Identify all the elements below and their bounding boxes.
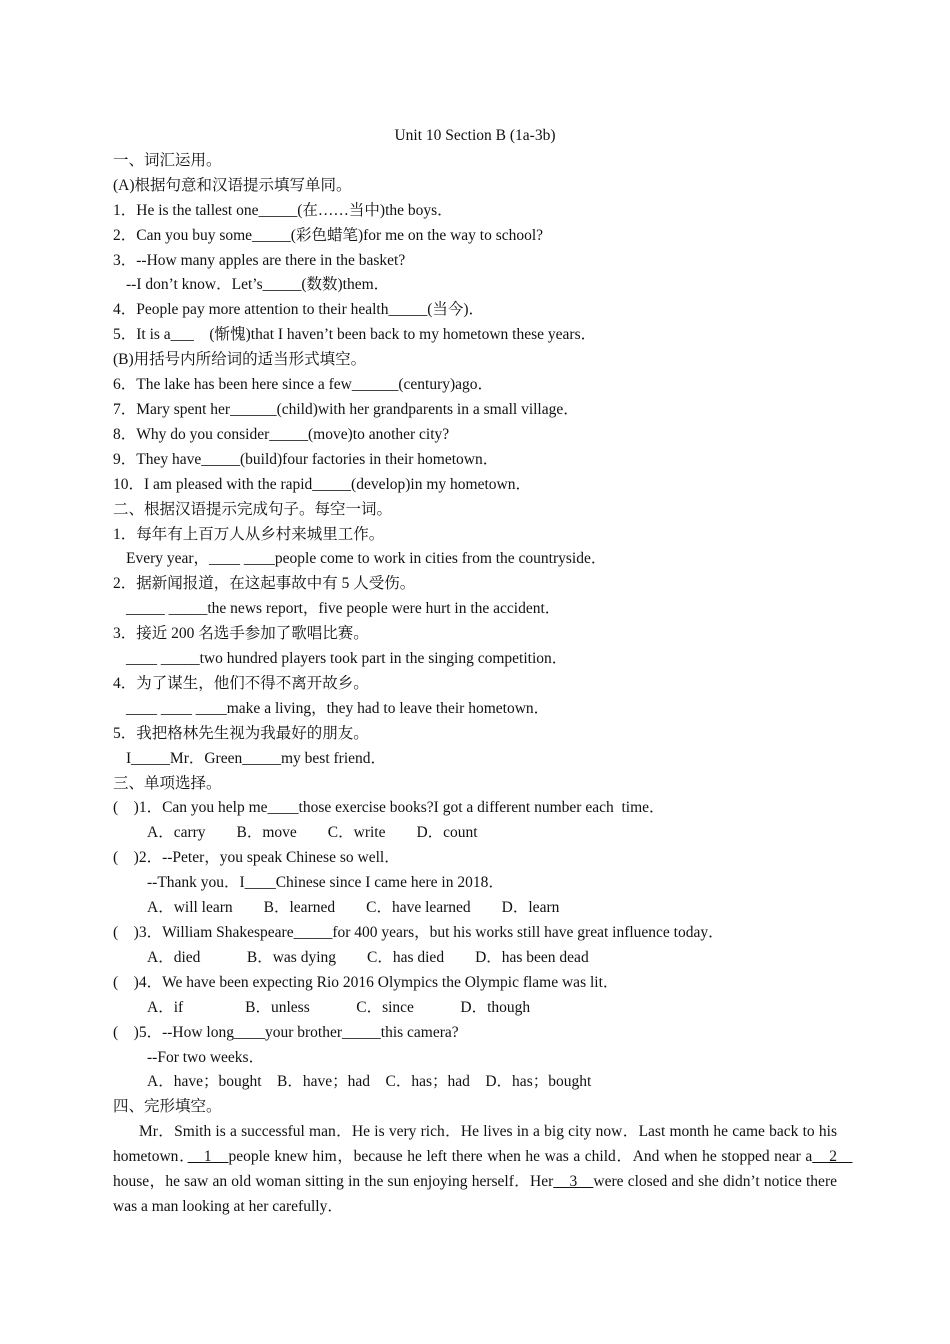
translation-item-3-cn: 3．接近 200 名选手参加了歌唱比赛。 — [113, 625, 369, 643]
mc-question-2: ( )2．--Peter，you speak Chinese so well． — [113, 849, 400, 867]
section-2-heading: 二、根据汉语提示完成句子。每空一词。 — [113, 500, 393, 518]
mc-question-1: ( )1．Can you help me____those exercise books?I got a different number each time． — [113, 799, 665, 817]
cloze-text-1: Mr．Smith is a successful man．He is very rich．He lives in a big city now．Last month he came back to his hometown． — [113, 1123, 837, 1166]
cloze-blank-3: 3 — [553, 1173, 594, 1191]
section-1-part-b: (B)用括号内所给词的适当形式填空。 — [113, 351, 367, 369]
vocab-item-1: 1．He is the tallest one_____(在……当中)the boys． — [113, 201, 453, 219]
vocab-item-4: 4．People pay more attention to their health_____(当今)． — [113, 301, 485, 319]
mc-options-4: A．if B．unless C．since D．though — [147, 998, 531, 1016]
mc-question-3: ( )3．William Shakespeare_____for 400 years，but his works still have great influence today． — [113, 924, 724, 941]
translation-item-4-en: ____ ____ ____make a living，they had to leave their hometown． — [126, 699, 550, 717]
vocab-item-3-reply: --I don’t know．Let’s_____(数数)them． — [126, 276, 390, 294]
mc-options-1: A．carry B．move C．write D．count — [147, 824, 478, 842]
section-4-heading: 四、完形填空。 — [113, 1098, 222, 1116]
vocab-item-6: 6．The lake has been here since a few______(century)ago． — [113, 376, 494, 394]
translation-item-1-cn: 1．每年有上百万人从乡村来城里工作。 — [113, 525, 385, 543]
page-title: Unit 10 Section B (1a-3b) — [394, 127, 556, 144]
translation-item-2-en: _____ _____the news report，five people were hurt in the accident． — [126, 600, 561, 618]
vocab-item-10: 10．I am pleased with the rapid_____(develop)in my hometown． — [113, 475, 531, 493]
cloze-blank-1: 1 — [187, 1148, 229, 1166]
translation-item-1-en: Every year，____ ____people come to work in cities from the countryside． — [126, 550, 607, 568]
vocab-item-9: 9．They have_____(build)four factories in their hometown． — [113, 450, 499, 468]
mc-question-2-reply: --Thank you．I____Chinese since I came here in 2018． — [147, 874, 504, 892]
vocab-item-2: 2．Can you buy some_____(彩色蜡笔)for me on the way to school? — [113, 226, 544, 244]
cloze-passage — [113, 1120, 853, 1220]
section-3-heading: 三、单项选择。 — [113, 774, 222, 792]
translation-item-2-cn: 2．据新闻报道，在这起事故中有 5 人受伤。 — [113, 575, 416, 593]
worksheet-page — [113, 124, 853, 1220]
mc-question-5-reply: --For two weeks． — [147, 1048, 265, 1066]
mc-options-3: A．died B．was dying C．has died D．has been dead — [147, 948, 589, 966]
translation-item-4-cn: 4．为了谋生，他们不得不离开故乡。 — [113, 674, 369, 692]
mc-question-4: ( )4．We have been expecting Rio 2016 Olympics the Olympic flame was lit． — [113, 973, 619, 991]
translation-item-3-en: ____ _____two hundred players took part in the singing competition． — [126, 650, 568, 668]
translation-item-5-en: I_____Mr．Green_____my best friend． — [126, 749, 387, 767]
vocab-item-7: 7．Mary spent her______(child)with her grandparents in a small village． — [113, 400, 579, 418]
mc-options-2: A．will learn B．learned C．have learned D．learn — [147, 899, 560, 917]
cloze-blank-2: 2 — [812, 1148, 853, 1166]
section-1-part-a: (A)根据句意和汉语提示填写单同。 — [113, 176, 352, 194]
mc-question-5: ( )5．--How long____your brother_____this camera? — [113, 1023, 459, 1041]
vocab-item-3: 3．--How many apples are there in the basket? — [113, 251, 406, 269]
cloze-text-2: people knew him，because he left there when he was a child．And when he stopped near a — [228, 1148, 813, 1166]
translation-item-5-cn: 5．我把格林先生视为我最好的朋友。 — [113, 724, 369, 742]
section-1-heading: 一、词汇运用。 — [113, 151, 222, 169]
vocab-item-8: 8．Why do you consider_____(move)to another city? — [113, 425, 450, 443]
cloze-text-4: were closed and she didn’t notice there was a man looking at her carefully． — [113, 1173, 837, 1215]
vocab-item-5: 5．It is a___ (惭愧)that I haven’t been back to my hometown these years． — [113, 326, 597, 344]
cloze-text-3: house，he saw an old woman sitting in the sun enjoying herself．Her — [113, 1173, 554, 1191]
mc-options-5: A．have；bought B．have；had C．has；had D．has；bought — [147, 1073, 592, 1091]
